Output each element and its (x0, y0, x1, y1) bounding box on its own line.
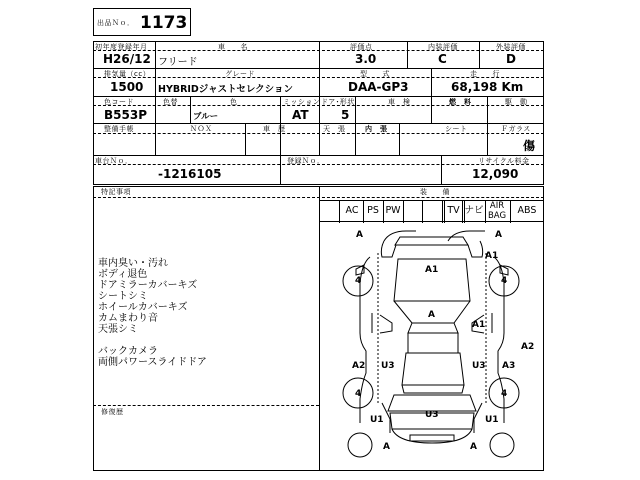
interior-grade-value: C (438, 52, 447, 66)
color-code-label: 色コード (104, 98, 134, 106)
damage-rear-left: U1 (370, 415, 384, 425)
remark-line: カムまわり音 (98, 313, 158, 324)
fuel-label: 燃 料 (449, 98, 472, 106)
remark-line: ボディ退色 (98, 269, 148, 280)
interior-trim-label: 内 張 (365, 125, 388, 133)
score-label: 評価点 (350, 43, 373, 51)
exterior-grade-value: D (506, 52, 516, 66)
equipment-item: PW (385, 205, 401, 216)
tire-rr-value: 4 (501, 389, 508, 399)
mileage-label: 走 行 (470, 70, 500, 78)
grade-label: グレード (225, 70, 255, 78)
interior-grade-label: 内装評価 (428, 43, 458, 51)
damage-door-left-rear: U3 (381, 361, 395, 371)
score-value: 3.0 (355, 52, 377, 66)
remark-line (98, 335, 207, 346)
grade-value: HYBRIDジャストセレクション (158, 84, 293, 95)
color-change-label: 色替 (163, 98, 178, 106)
color-value: ブルー (193, 112, 219, 122)
damage-front-left: A (356, 230, 363, 240)
front-bumper-right (448, 231, 485, 241)
equipment-item: TV (447, 205, 460, 216)
equipment-item: PS (367, 205, 379, 216)
equipment-item (319, 201, 340, 223)
damage-tailgate: U3 (425, 410, 439, 420)
damage-rear-bumper-left: A (383, 442, 390, 452)
reg-date-value: H26/12 (103, 52, 151, 66)
doors-value: 5 (341, 108, 350, 122)
model-label: 型 式 (360, 70, 390, 78)
remark-line: ドアミラーカバーキズ (98, 280, 198, 291)
damage-quarter-left: A2 (352, 361, 366, 371)
damage-door-right-rear: U3 (472, 361, 486, 371)
front-glass-value: 傷 (523, 139, 536, 153)
color-label: 色 (230, 98, 238, 106)
front-bumper-left (384, 231, 416, 241)
wheel-bottom-left (348, 433, 372, 457)
nox-label: ＮＯＸ (190, 125, 213, 133)
equipment-item: ABS (517, 205, 537, 216)
wheel-bottom-right (490, 433, 514, 457)
recycle-value: 12,090 (472, 167, 519, 181)
lot-number: 1173 (140, 13, 188, 33)
equipment-item: AC (345, 205, 359, 216)
damage-hood: A1 (425, 265, 439, 275)
model-value: DAA-GP3 (348, 80, 409, 94)
history-label: 車 歴 (263, 125, 286, 133)
car-damage-diagram (320, 223, 543, 470)
remark-line: シートシミ (98, 291, 148, 302)
equipment-item: AIR BAG (487, 201, 507, 221)
mileage-value: 68,198 Km (451, 80, 524, 94)
remark-line: バックカメラ (98, 346, 158, 357)
seat-label: シート (445, 125, 468, 133)
reg-date-label: 初年度登録年月 (95, 43, 148, 51)
equipment-item: ナビ (464, 205, 484, 216)
inspection-label: 車 検 (388, 98, 411, 106)
remark-line: 車内臭い・汚れ (98, 258, 168, 269)
exterior-grade-label: 外装評価 (496, 43, 526, 51)
roof-lining-label: 天 張 (323, 125, 346, 133)
equipment-grid (319, 200, 544, 222)
drive-label: 駆 動 (505, 98, 528, 106)
chassis-label: 車台Ｎｏ． (95, 157, 133, 165)
remarks-list (98, 258, 207, 368)
tire-fl-value: 4 (355, 276, 362, 286)
car-name-label: 車 名 (218, 43, 248, 51)
equipment-label: 装 備 (420, 188, 450, 196)
recycle-label: リサイクル料金 (478, 157, 530, 165)
mission-value: AT (292, 108, 309, 122)
tire-fr-value: 4 (501, 276, 508, 286)
damage-rear-right: U1 (485, 415, 499, 425)
displacement-value: 1500 (110, 80, 144, 94)
displacement-label: 排気量（cc） (104, 70, 151, 78)
mission-label: ミッション (283, 98, 321, 106)
damage-door-right: A1 (472, 320, 486, 330)
chassis-value: -1216105 (158, 167, 222, 181)
damage-rear-fender-right: A2 (521, 342, 535, 352)
remark-line: 天張シミ (98, 324, 138, 335)
damage-roof: A (428, 310, 435, 320)
roof-outline (408, 333, 458, 353)
repair-history-label: 修復歴 (101, 408, 124, 416)
damage-rear-bumper-right: A (470, 442, 477, 452)
reg-no-label: 登録Ｎｏ． (287, 157, 325, 165)
notes-label: 特記事項 (101, 188, 131, 196)
remark-line: 両側パワースライドドア (98, 357, 207, 368)
lot-number-label: 出品Ｎｏ． (97, 19, 135, 27)
manual-label: 整備手帳 (104, 125, 134, 133)
color-code-value: B553P (104, 108, 147, 122)
front-glass-label: Ｆガラス (501, 125, 531, 133)
doors-label: ドア･形状 (321, 98, 355, 106)
tire-rl-value: 4 (355, 389, 362, 399)
damage-quarter-right: A3 (502, 361, 516, 371)
damage-bumper-right: A1 (485, 251, 499, 261)
car-name-value: フリード (158, 57, 198, 68)
lot-number-box (93, 8, 191, 36)
damage-front-right: A (495, 230, 502, 240)
remark-line: ホイールカバーキズ (98, 302, 188, 313)
